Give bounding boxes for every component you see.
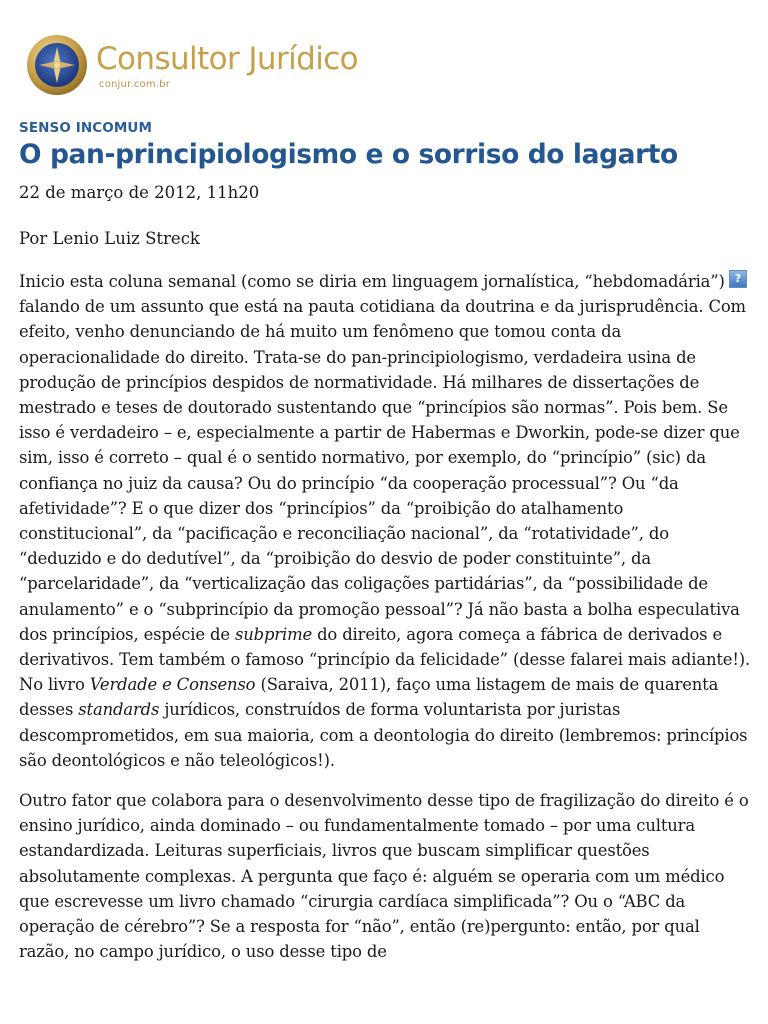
emphasis-book-title: Verdade e Consenso: [89, 675, 256, 695]
article-date: 22 de março de 2012, 11h20: [19, 183, 260, 202]
article-paragraph: Outro fator que colabora para o desenvolvimento desse tipo de fragilização do direito é o ensino jurídico, ainda dominado – ou fundamentalmente tomado – por uma cultura estandardizada. Leituras superficiais, livros que buscam simplificar questões absolutamente complexas. A pergunta que faço é: alguém se operaria com um médico que escrevesse um livro chamado “cirurgia cardíaca simplificada”? Ou o “ABC da operação de cérebro”? Se a resposta for “não”, então (re)pergunto: então, por qual razão, no campo jurídico, o uso desse tipo de: [19, 791, 749, 962]
brand-domain: conjur.com.br: [99, 79, 171, 90]
emphasis-subprime: subprime: [234, 624, 313, 644]
help-icon[interactable]: ?: [729, 270, 747, 288]
article-title: O pan-principiologismo e o sorriso do lagarto: [19, 139, 678, 170]
paragraph-text: Inicio esta coluna semanal (como se diria em linguagem jornalística, “hebdomadária”) falando de um assunto que está na pauta cotidiana da doutrina e da jurisprudência. Com efeito, venho denunciando de há muito um fenômeno que tomou conta da operacionalidade do direito. Trata-se do pan-principiologismo, verdadeira usina de produção de princípios despidos de normatividade. Há milhares de dissertações de mestrado e teses de doutorado sustentando que “princípios são normas”. Pois bem. Se isso é verdadeiro – e, especialmente a partir de Habermas e Dworkin, pode-se dizer que sim, isso é correto – qual é o sentido normativo, por exemplo, do “princípio” (sic) da confiança no juiz da causa? Ou do princípio “da cooperação processual”? Ou “da afetividade”? E o que dizer dos “princípios” da “proibição do atalhamento constitucional”, da “pacificação e reconciliação nacional”, da “rotatividade”, do “deduzido e do dedutível”, da “proibição do desvio de poder constituinte”, da “parcelaridade”, da “verticalização das coligações partidárias”, da “possibilidade de anulamento” e o “subprincípio da promoção pessoal”? Já não basta a bolha especulativa dos princípios, espécie de: [19, 272, 746, 644]
paragraph-text: (Saraiva, 2011), faço uma listagem de mais de quarenta desses: [19, 675, 719, 720]
article-paragraph: [19, 269, 754, 773]
brand-name[interactable]: Consultor Jurídico: [96, 41, 359, 77]
emphasis-standards: standards: [78, 700, 160, 720]
paragraph-text: jurídicos, construídos de forma voluntarista por juristas descomprometidos, em sua maioria, com a deontologia do direito (lembremos: princípios são deontológicos e não teleológicos!).: [19, 700, 748, 770]
site-header: [26, 30, 426, 98]
conjur-logo-icon[interactable]: [26, 34, 88, 96]
section-label[interactable]: SENSO INCOMUM: [19, 120, 152, 136]
paragraph-text: do direito, agora começa a fábrica de derivados e derivativos. Tem também o famoso “princípio da felicidade” (desse falarei mais adiante!). No livro: [19, 624, 751, 695]
article-author: Por Lenio Luiz Streck: [19, 229, 200, 248]
article: [19, 120, 754, 979]
